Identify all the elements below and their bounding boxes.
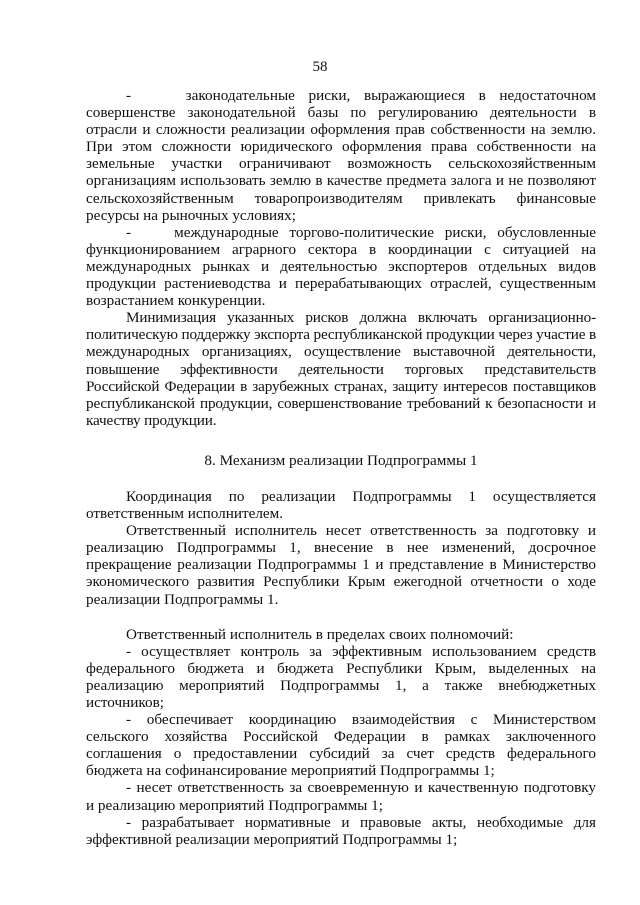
paragraph-trade-risks: - международные торгово-политические риски, обусловленные функционированием аграрного сектора в координации с ситуацией на международных рынках и деятельностью экспортеров отдельных видов продукции растениеводства и перерабатывающих отраслей, существенным возрастанием конкуренции.: [86, 223, 596, 310]
list-item-control: - осуществляет контроль за эффективным использованием средств федерального бюджета и бюджета Республики Крым, выделенных на реализацию мероприятий Подпрограммы 1, а также внебюджетных источников;: [86, 642, 596, 711]
page-number: 58: [312, 59, 328, 75]
list-item-coordination: - обеспечивает координацию взаимодействия с Министерством сельского хозяйства Российской Федерации в рамках заключенного соглашения о предоставлении субсидий за счет средств федерального бюджета на софинансирование мероприятий Подпрограммы 1;: [86, 711, 596, 780]
section-heading: 8. Механизм реализации Подпрограммы 1: [204, 451, 478, 469]
paragraph-powers-intro: Ответственный исполнитель в пределах своих полномочий:: [126, 625, 514, 643]
paragraph-responsibility: Ответственный исполнитель несет ответственность за подготовку и реализацию Подпрограммы 1, внесение в нее изменений, досрочное прекращение реализации Подпрограммы 1 и представление в Министерство экономического развития Республики Крым ежегодной отчетности о ходе реализации Подпрограммы 1.: [86, 522, 596, 608]
list-item-preparation: - несет ответственность за своевременную и качественную подготовку и реализацию мероприятий Подпрограммы 1;: [86, 779, 596, 814]
spacer: [86, 469, 596, 488]
page-body: [86, 87, 596, 848]
paragraph-legislative-risks: - законодательные риски, выражающиеся в недостаточном совершенстве законодательной базы по регулированию деятельности в отрасли и сложности реализации оформления прав собственности на землю. При этом сложности юридического оформления права собственности на земельные участки ограничивают возможность сельскохозяйственным организациям использовать землю в качестве предмета залога и не позволяют сельскохозяйственным товаропроизводителям привлекать финансовые ресурсы на рыночных условиях;: [86, 87, 596, 224]
list-item-regulations: - разрабатывает нормативные и правовые акты, необходимые для эффективной реализации мероприятий Подпрограммы 1;: [86, 813, 596, 848]
paragraph-risk-minimization: Минимизация указанных рисков должна включать организационно-политическую поддержку экспорта республиканской продукции через участие в международных организациях, осуществление выставочной деятельности, повышение эффективности деятельности торговых представительств Российской Федерации в зарубежных странах, защиту интересов поставщиков республиканской продукции, совершенствование требований к безопасности и качеству продукции.: [86, 309, 596, 429]
spacer: [86, 608, 596, 626]
paragraph-coordination: Координация по реализации Подпрограммы 1 осуществляется ответственным исполнителем.: [86, 487, 596, 523]
spacer: [86, 429, 596, 452]
